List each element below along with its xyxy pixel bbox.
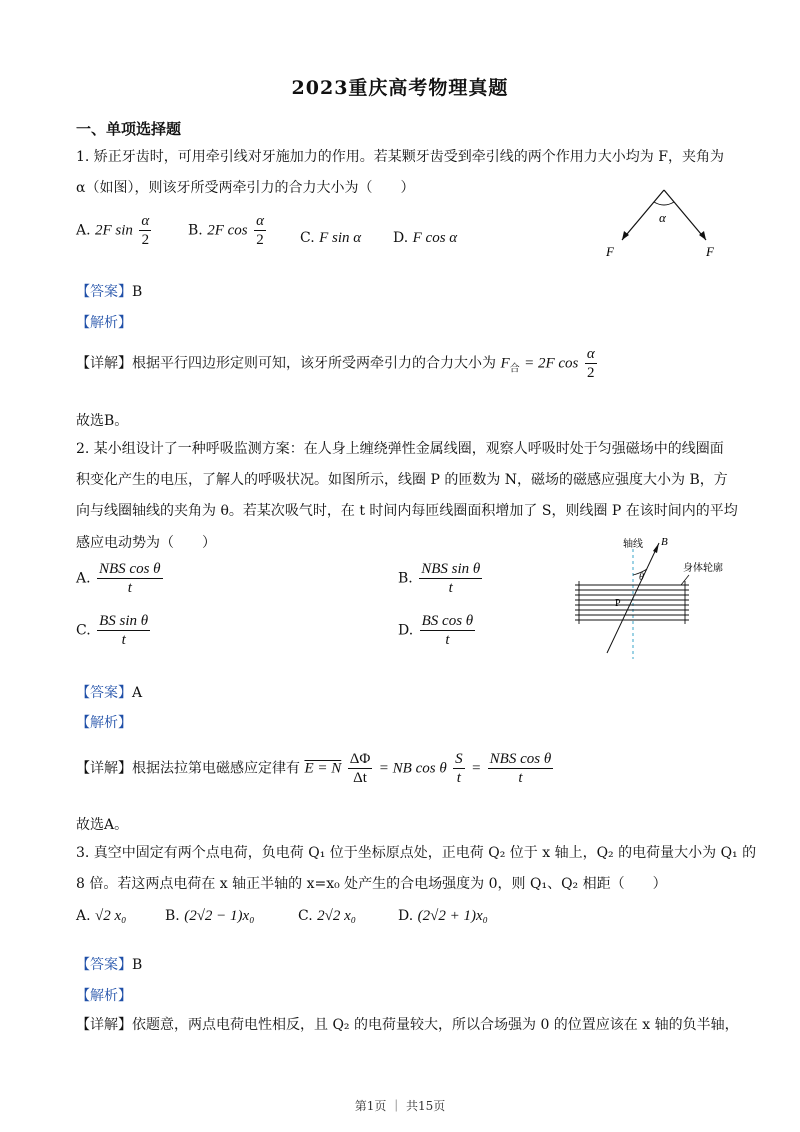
axis-label: 轴线 (623, 539, 643, 550)
angle-arc (654, 202, 674, 205)
q1-detail (76, 345, 599, 382)
q1-answer (76, 282, 142, 302)
option-expr: 2√2 x₀ (317, 908, 356, 924)
q2-option-c (76, 612, 152, 649)
detail-tag: 【详解】 (76, 355, 132, 372)
left-force-label: F (606, 244, 614, 259)
q1-option-a (76, 212, 153, 249)
q2-stem-line1: 2. 某小组设计了一种呼吸监测方案：在人身上缠绕弹性金属线圈，观察人呼吸时处于匀强磁场中的线圈面 (76, 441, 724, 457)
answer-tag: 【答案】 (76, 685, 132, 701)
frac-den: t (448, 580, 453, 596)
option-expr: (2√2 − 1)x₀ (184, 908, 255, 924)
option-label: C. (298, 908, 313, 924)
option-label: B. (188, 222, 203, 239)
coil-label: P (615, 598, 621, 609)
frac-den: 2 (141, 232, 150, 248)
frac-num: α (141, 213, 150, 229)
section-heading: 一、单项选择题 (76, 120, 182, 138)
right-force-label: F (706, 244, 714, 259)
frac-num: NBS cos θ (99, 561, 161, 577)
frac-den: 2 (256, 232, 264, 248)
q1-stem-line2: α（如图），则该牙所受两牵引力的合力大小为（ ） (76, 180, 415, 196)
option-label: D. (393, 230, 409, 246)
q1-force-diagram (600, 182, 730, 264)
q3-option-b (165, 908, 254, 925)
detail-text: 依题意，两点电荷电性相反，且 Q₂ 的电荷量较大，所以合场强为 0 的位置应该在 x 轴的负半轴， (132, 1017, 739, 1033)
frac-den: t (518, 770, 523, 786)
q1-option-d (393, 230, 457, 247)
q2-stem-line3: 向与线圈轴线的夹角为 θ。若某次吸气时，在 t 时间内每匝线圈面积增加了 S，则线圈 P 在该时间内的平均 (76, 503, 738, 519)
q2-detail: 【详解】根据法拉第电磁感应定律有 E = N $\frac{\Delta\Phi}{\Delta t}$ = NB cos θ $\frac{S}{t}$ = $\frac{\text{NBS cos θ}}{t}$ (76, 751, 552, 786)
answer-value: A (132, 685, 143, 701)
page-footer: 第1页 ｜ 共15页 (354, 1099, 446, 1113)
answer-value: B (132, 957, 143, 973)
q1-option-b (188, 212, 268, 249)
detail-lhs-sub: 合 (509, 363, 520, 375)
q3-stem-line1: 3. 真空中固定有两个点电荷，负电荷 Q₁ 位于坐标原点处，正电荷 Q₂ 位于 x 轴上，Q₂ 的电荷量大小为 Q₁ 的 (76, 845, 757, 861)
frac-den: 2 (587, 365, 595, 381)
q2-option-a (76, 560, 165, 597)
frac-den: t (456, 770, 461, 786)
option-label: C. (300, 230, 315, 246)
option-label: A. (76, 908, 91, 924)
coil-windings (575, 581, 689, 624)
frac-num: NBS sin θ (421, 561, 481, 577)
option-label: C. (76, 622, 91, 639)
q3-option-a (76, 908, 126, 925)
q1-conclusion: 故选B。 (76, 413, 129, 429)
answer-tag: 【答案】 (76, 957, 132, 973)
option-label: B. (398, 570, 413, 587)
left-force-arrow (622, 190, 664, 240)
frac-den: t (445, 632, 450, 648)
page-title: 2023重庆高考物理真题 (291, 77, 509, 99)
frac-num: S (455, 751, 463, 767)
frac-num: BS cos θ (421, 613, 474, 629)
theta-label: θ (639, 572, 644, 583)
answer-value: B (132, 284, 143, 300)
b-arrowhead (653, 543, 659, 553)
q2-option-b (398, 560, 484, 597)
detail-tag: 【详解】 (76, 760, 132, 777)
q3-option-c (298, 908, 356, 925)
q2-answer (76, 683, 142, 703)
option-expr: F sin α (319, 230, 362, 246)
detail-text: 根据平行四边形定则可知，该牙所受两牵引力的合力大小为 (132, 355, 496, 372)
option-label: A. (76, 570, 91, 587)
q2-stem-line4: 感应电动势为（ ） (76, 535, 216, 551)
q2-conclusion: 故选A。 (76, 817, 129, 833)
field-label: B (661, 536, 668, 548)
right-force-arrow (664, 190, 706, 240)
option-expr: 2F cos (207, 222, 248, 239)
option-label: A. (76, 222, 91, 239)
option-label: D. (398, 908, 414, 924)
frac-num: ΔΦ (349, 751, 371, 767)
frac-den: t (127, 580, 132, 596)
detail-text: 根据法拉第电磁感应定律有 (132, 760, 300, 777)
q2-analysis-tag: 【解析】 (76, 715, 132, 731)
option-expr: 2F sin (95, 222, 133, 239)
frac-num: α (256, 213, 264, 229)
q2-stem-line2: 积变化产生的电压，了解人的呼吸状况。如图所示，线圈 P 的匝数为 N，磁场的磁感应强度大小为 B，方 (76, 472, 728, 488)
option-expr: F cos α (412, 230, 458, 246)
answer-tag: 【答案】 (76, 284, 132, 300)
detail-tag: 【详解】 (76, 1017, 132, 1033)
q2-coil-diagram (565, 535, 735, 663)
frac-den: Δt (353, 770, 367, 786)
q2-option-d (398, 612, 477, 649)
detail-rhs: = 2F cos (524, 355, 579, 372)
frac-den: t (121, 632, 126, 648)
frac-num: α (586, 346, 595, 362)
frac-num: NBS cos θ (489, 751, 552, 767)
option-label: B. (165, 908, 180, 924)
q3-stem-line2: 8 倍。若这两点电荷在 x 轴正半轴的 x=x₀ 处产生的合电场强度为 0，则 Q₁、Q₂ 相距（ ） (76, 876, 667, 892)
q3-detail (76, 1015, 739, 1035)
q1-option-c (300, 230, 361, 247)
detail-eq-mid: = NB cos θ (378, 760, 447, 777)
q3-option-d (398, 908, 488, 925)
detail-lhs: F (500, 355, 510, 372)
q3-answer (76, 955, 142, 975)
q1-stem-line1: 1. 矫正牙齿时，可用牵引线对牙施加力的作用。若某颗牙齿受到牵引线的两个作用力大小均为 F，夹角为 (76, 149, 724, 165)
q1-analysis-tag: 【解析】 (76, 315, 132, 331)
option-expr: √2 x₀ (95, 908, 127, 924)
option-expr: (2√2 + 1)x₀ (417, 908, 488, 924)
option-label: D. (398, 622, 414, 639)
frac-num: BS sin θ (99, 613, 149, 629)
detail-eq-lhs: E = N (304, 760, 342, 777)
q3-analysis-tag: 【解析】 (76, 988, 132, 1004)
body-outline-label: 身体轮廓 (683, 563, 723, 574)
angle-label: α (659, 210, 666, 225)
